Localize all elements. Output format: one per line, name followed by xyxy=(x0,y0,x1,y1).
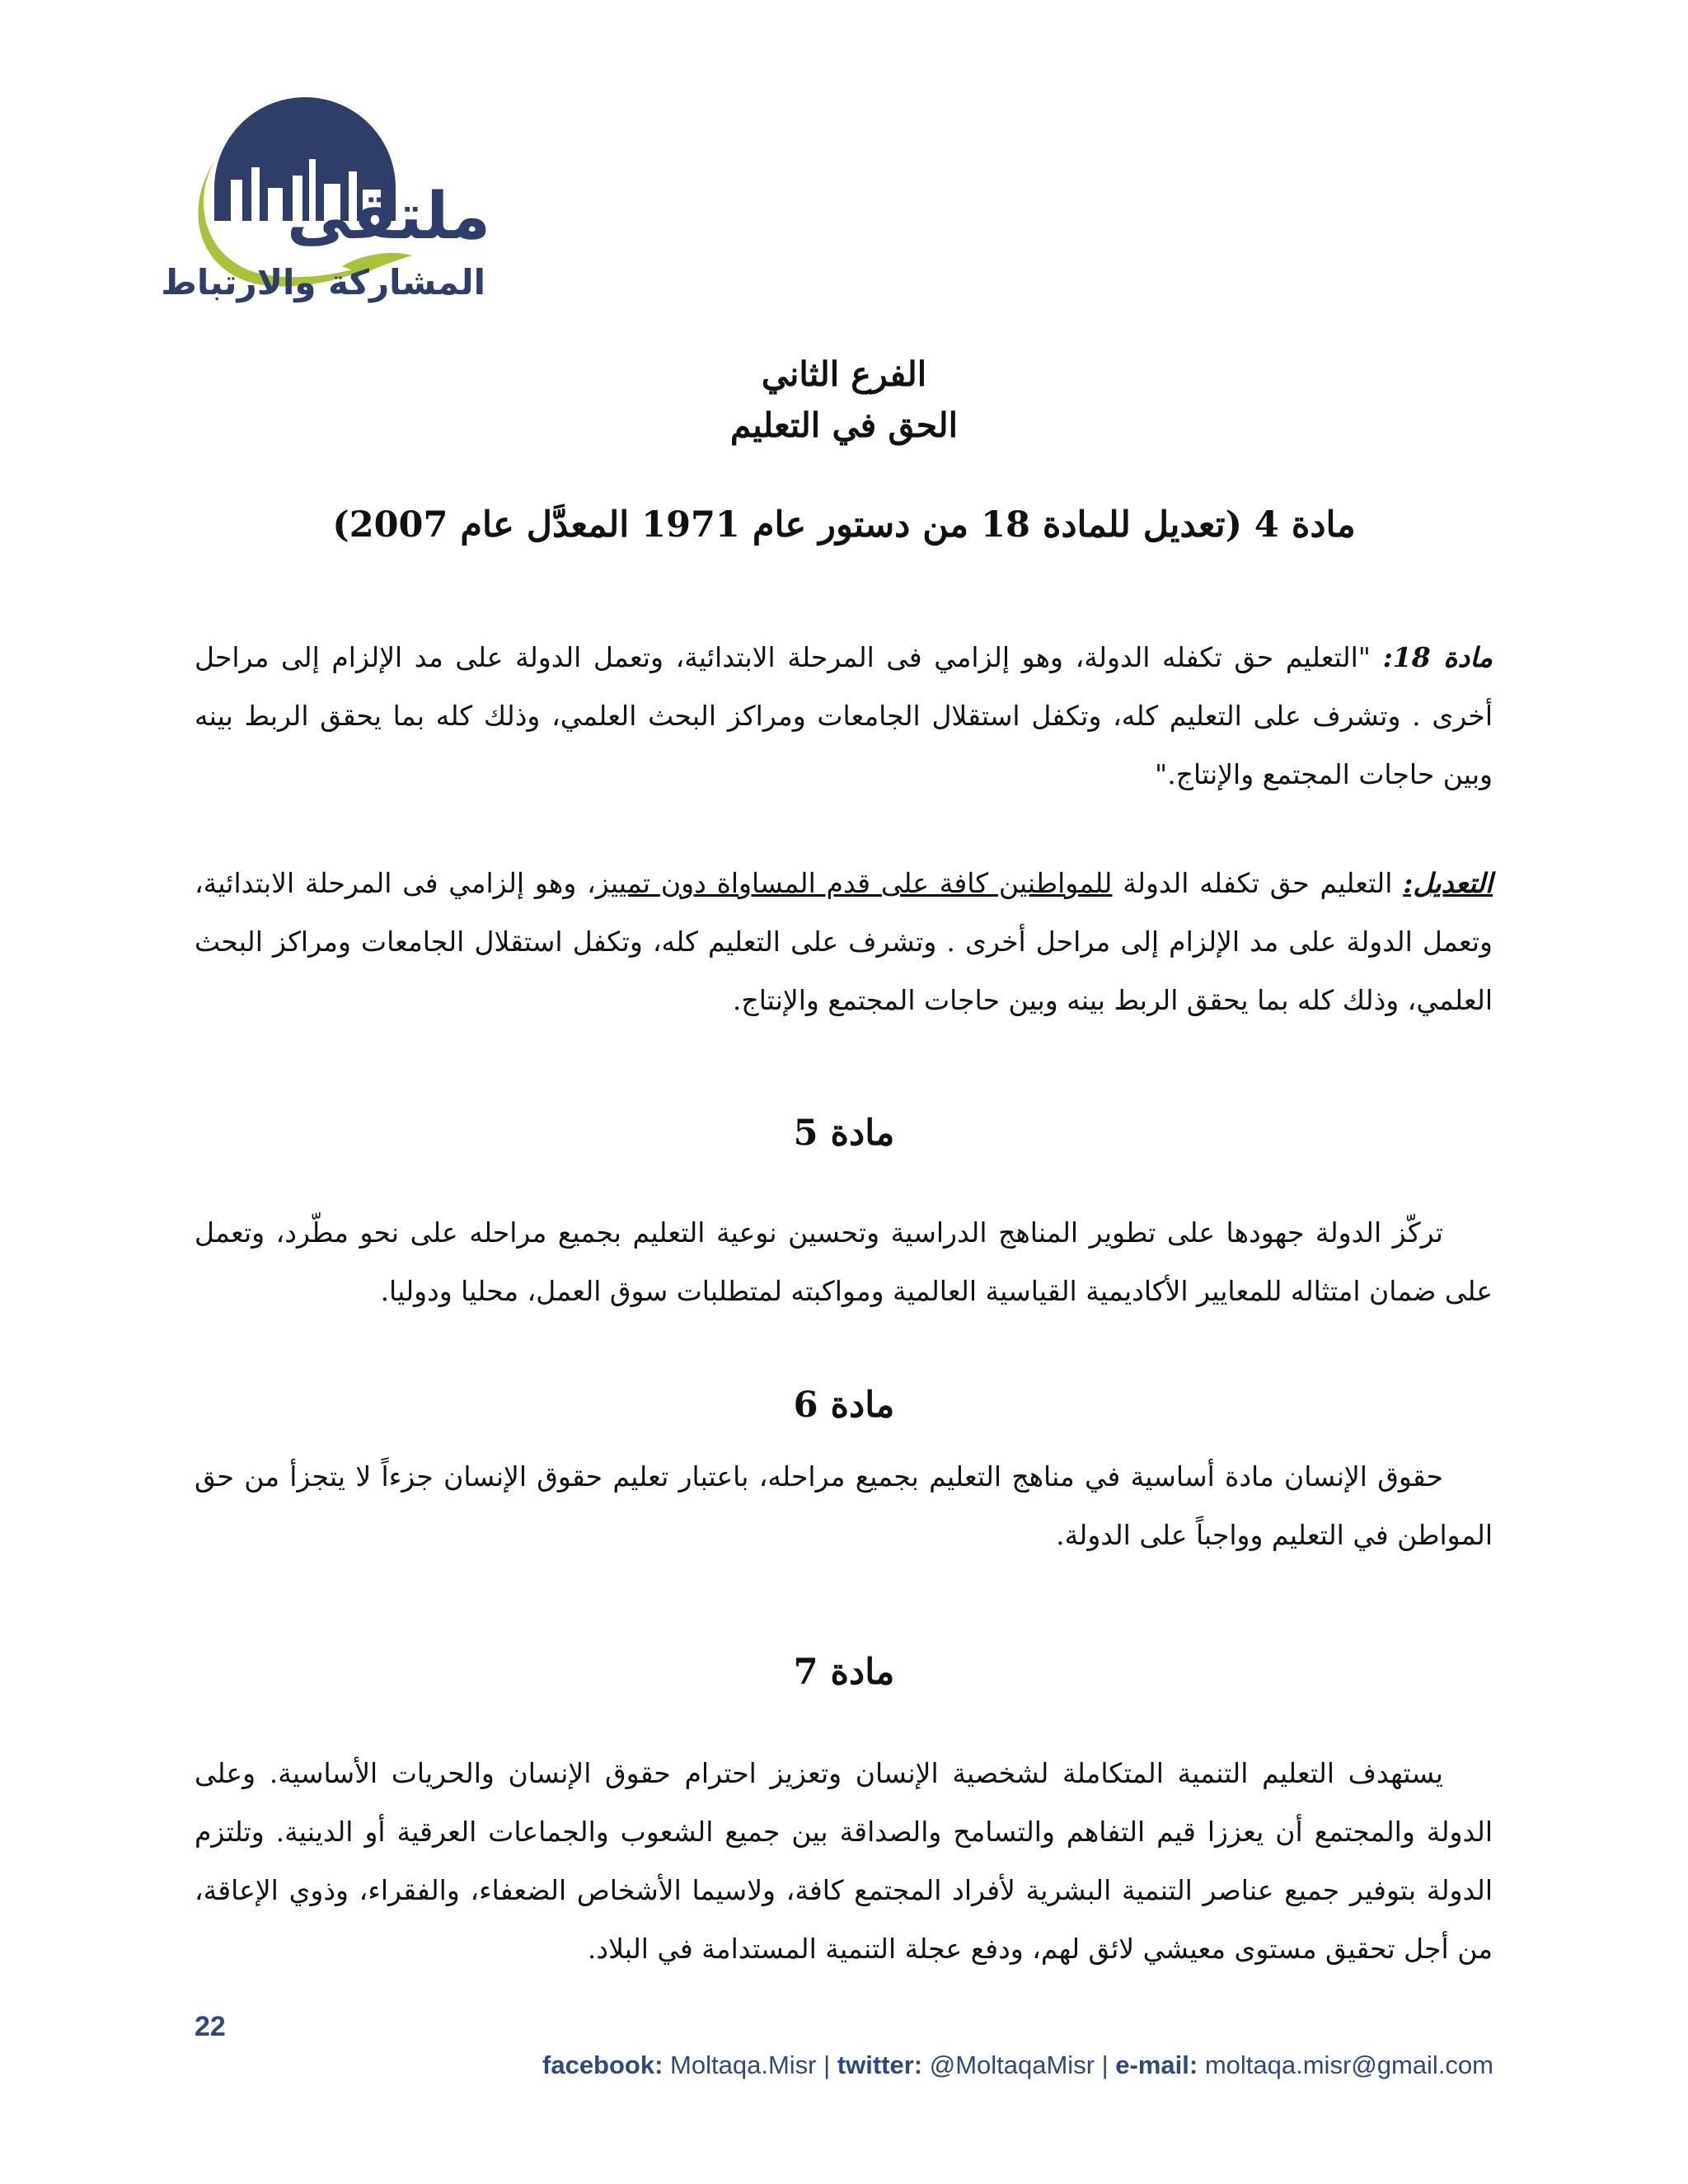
article-4-title: مادة 4 (تعديل للمادة 18 من دستور عام 1971 المعدَّل عام 2007) xyxy=(332,504,1356,546)
article-4-original-paragraph xyxy=(195,628,1493,804)
facebook-label: facebook: xyxy=(542,2050,663,2079)
email-label: e-mail: xyxy=(1115,2050,1198,2079)
logo-main-text: ملتقى xyxy=(286,180,490,254)
article-7-paragraph: يستهدف التعليم التنمية المتكاملة لشخصية الإنسان وتعزيز احترام حقوق الإنسان والحريات الأساسية. وعلى الدولة والمجتمع أن يعززا قيم التفاهم والتسامح والصداقة بين جميع الشعوب والجماعات العرقية أو الدينية. وتلتزم الدولة بتوفير جميع عناصر التنمية البشرية لأفراد المجتمع كافة، ولاسيما الأشخاص الضعفاء، والفقراء، وذوي الإعاقة، من أجل تحقيق مستوى معيشي لائق لهم، ودفع عجلة التنمية المستدامة في البلاد. xyxy=(195,1757,1493,1965)
footer-contacts xyxy=(542,2050,1493,2080)
footer-separator: | xyxy=(1101,2050,1116,2079)
amendment-label: التعديل: xyxy=(1403,867,1493,899)
article-4-amendment-paragraph xyxy=(195,854,1493,1029)
amendment-text-start: التعليم حق تكفله الدولة xyxy=(1112,867,1404,899)
footer-separator: | xyxy=(823,2050,837,2079)
page-number: 22 xyxy=(195,2011,226,2042)
article-5-title: مادة 5 xyxy=(793,1113,895,1154)
facebook-link[interactable]: Moltaqa.Misr xyxy=(663,2050,824,2079)
twitter-link[interactable]: @MoltaqaMisr xyxy=(922,2050,1102,2079)
original-label: مادة 18: xyxy=(1382,641,1493,673)
original-text: "التعليم حق تكفله الدولة، وهو إلزامي فى المرحلة الابتدائية، وتعمل الدولة على مد الإلزام إلى مراحل أخرى . وتشرف على التعليم كله، وتكفل استقلال الجامعات ومراكز البحث العلمي، وذلك كله بما يحقق الربط بينه وبين حاجات المجتمع والإنتاج." xyxy=(195,641,1493,790)
article-7-title: مادة 7 xyxy=(793,1652,895,1693)
article-6-title: مادة 6 xyxy=(793,1385,895,1426)
article-5-paragraph: تركّز الدولة جهودها على تطوير المناهج الدراسية وتحسين نوعية التعليم بجميع مراحله على نحو مطّرد، وتعمل على ضمان امتثاله للمعايير الأكاديمية القياسية العالمية ومواكبته لمتطلبات سوق العمل، محليا ودوليا. xyxy=(195,1216,1493,1307)
article-6-paragraph: حقوق الإنسان مادة أساسية في مناهج التعليم بجميع مراحله، باعتبار تعليم حقوق الإنسان جزءاً لا يتجزأ من حق المواطن في التعليم وواجباً على الدولة. xyxy=(195,1460,1493,1551)
section-heading: الفرع الثاني xyxy=(761,354,927,394)
section-subheading: الحق في التعليم xyxy=(729,405,959,445)
logo-sub-text: المشاركة والارتباط xyxy=(161,262,485,302)
twitter-label: twitter: xyxy=(837,2050,923,2079)
amendment-underlined-text: للمواطنين كافة على قدم المساواة دون تمييز xyxy=(595,867,1113,899)
email-link[interactable]: moltaqa.misr@gmail.com xyxy=(1198,2050,1493,2079)
amendment-text-end: ، وهو إلزامي فى المرحلة الابتدائية، وتعمل الدولة على مد الإلزام إلى مراحل أخرى . وتشرف على التعليم كله، وتكفل استقلال الجامعات ومراكز البحث العلمي، وذلك كله بما يحقق الربط بينه وبين حاجات المجتمع والإنتاج. xyxy=(195,867,1493,1016)
logo xyxy=(161,97,490,324)
